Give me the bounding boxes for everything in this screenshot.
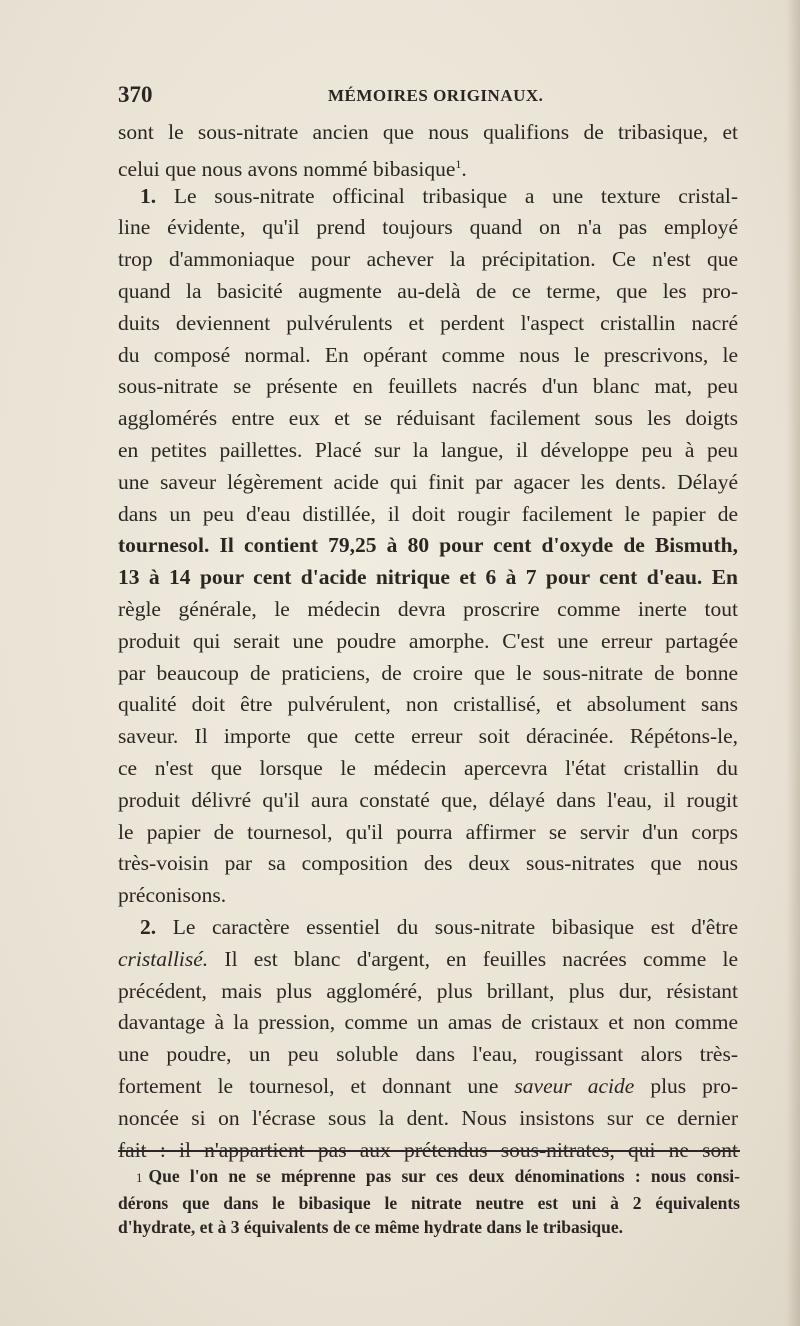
- text-line: davantage à la pression, comme un amas de cristaux et non comme: [118, 1010, 738, 1035]
- footnote-ref: 1: [455, 156, 462, 171]
- text-line: en petites paillettes. Placé sur la langue, il développe peu à peu: [118, 437, 738, 462]
- text-line: règle générale, le médecin devra proscrire comme inerte tout: [118, 596, 738, 621]
- text-span: .: [461, 156, 467, 181]
- text-line: quand la basicité augmente au-delà de ce terme, que les pro-: [118, 278, 738, 303]
- footnote-line: d'hydrate, et à 3 équivalents de ce même hydrate dans le tribasique.: [118, 1217, 624, 1237]
- text-line: qualité doit être pulvérulent, non cristallisé, et absolument sans: [118, 692, 738, 717]
- italic-term: saveur acide: [514, 1073, 635, 1098]
- text-line: [118, 944, 738, 976]
- footnote-marker: 1: [136, 1170, 143, 1185]
- text-line: dans un peu d'eau distillée, il doit rougir facilement le papier de: [118, 501, 738, 526]
- footnote: [118, 1164, 740, 1240]
- text-span: fortement le tournesol, et donnant une: [118, 1073, 499, 1098]
- text-line: produit qui serait une poudre amorphe. C'est une erreur partagée: [118, 628, 738, 653]
- text-span: celui que nous avons nommé bibasique: [118, 156, 456, 181]
- text-span: plus pro-: [650, 1073, 739, 1098]
- running-head: MÉMOIRES ORIGINAUX.: [328, 86, 544, 105]
- text-line: 13 à 14 pour cent d'acide nitrique et 6 à 7 pour cent d'eau. En: [118, 565, 738, 590]
- page-edge-shadow: [786, 0, 800, 1326]
- text-line: sont le sous-nitrate ancien que nous qualifions de tribasique, et: [118, 120, 738, 144]
- text-line: le papier de tournesol, qu'il pourra affirmer se servir d'un corps: [118, 819, 738, 844]
- footnote-line: [118, 1164, 740, 1191]
- text-line: duits deviennent pulvérulents et perdent l'aspect cristallin nacré: [118, 310, 738, 335]
- section-number: 2.: [140, 914, 157, 939]
- text-line: noncée si on l'écrase sous la dent. Nous insistons sur ce dernier: [118, 1105, 738, 1130]
- text-span: Il est blanc d'argent, en feuilles nacrées comme le: [224, 946, 738, 971]
- footnote-line: dérons que dans le bibasique le nitrate neutre est uni à 2 équivalents: [118, 1192, 740, 1213]
- text-line: très-voisin par sa composition des deux sous-nitrates que nous: [118, 851, 738, 876]
- text-line: trop d'ammoniaque pour achever la précipitation. Ce n'est que: [118, 247, 738, 272]
- text-line: fait : il n'appartient pas aux prétendus sous-nitrates, qui ne sont: [118, 1137, 738, 1162]
- text-line: [118, 149, 738, 181]
- text-line: tournesol. Il contient 79,25 à 80 pour cent d'oxyde de Bismuth,: [118, 533, 738, 558]
- text-span: Le sous-nitrate officinal tribasique a une texture cristal-: [173, 183, 738, 208]
- page-header: [118, 82, 740, 112]
- italic-term: cristallisé.: [118, 946, 209, 971]
- section-number: 1.: [140, 183, 157, 208]
- text-line: line évidente, qu'il prend toujours quand on n'a pas employé: [118, 215, 738, 240]
- text-line: saveur. Il importe que cette erreur soit déracinée. Répétons-le,: [118, 724, 738, 749]
- text-line: produit délivré qu'il aura constaté que, délayé dans l'eau, il rougit: [118, 787, 738, 812]
- text-line: agglomérés entre eux et se réduisant facilement sous les doigts: [118, 406, 738, 431]
- text-line: préconisons.: [118, 883, 227, 908]
- body-text: [118, 117, 738, 1166]
- text-line: sous-nitrate se présente en feuillets nacrés d'un blanc mat, peu: [118, 374, 738, 399]
- text-line: [118, 1071, 738, 1103]
- text-line: ce n'est que lorsque le médecin apercevra l'état cristallin du: [118, 755, 738, 780]
- text-line: une saveur légèrement acide qui finit par agacer les dents. Délayé: [118, 469, 738, 494]
- text-span: Le caractère essentiel du sous-nitrate bibasique est d'être: [172, 914, 738, 939]
- text-line: du composé normal. En opérant comme nous le prescrivons, le: [118, 342, 738, 367]
- text-line: précédent, mais plus aggloméré, plus brillant, plus dur, résistant: [118, 978, 738, 1003]
- text-span: Que l'on ne se méprenne pas sur ces deux dénominations : nous consi-: [148, 1166, 740, 1186]
- text-line: par beaucoup de praticiens, de croire que le sous-nitrate de bonne: [118, 660, 738, 685]
- page-number: 370: [118, 82, 153, 107]
- text-line: [118, 181, 738, 213]
- text-line: [118, 912, 738, 944]
- footnote-divider: [118, 1150, 740, 1152]
- text-line: une poudre, un peu soluble dans l'eau, rougissant alors très-: [118, 1042, 738, 1067]
